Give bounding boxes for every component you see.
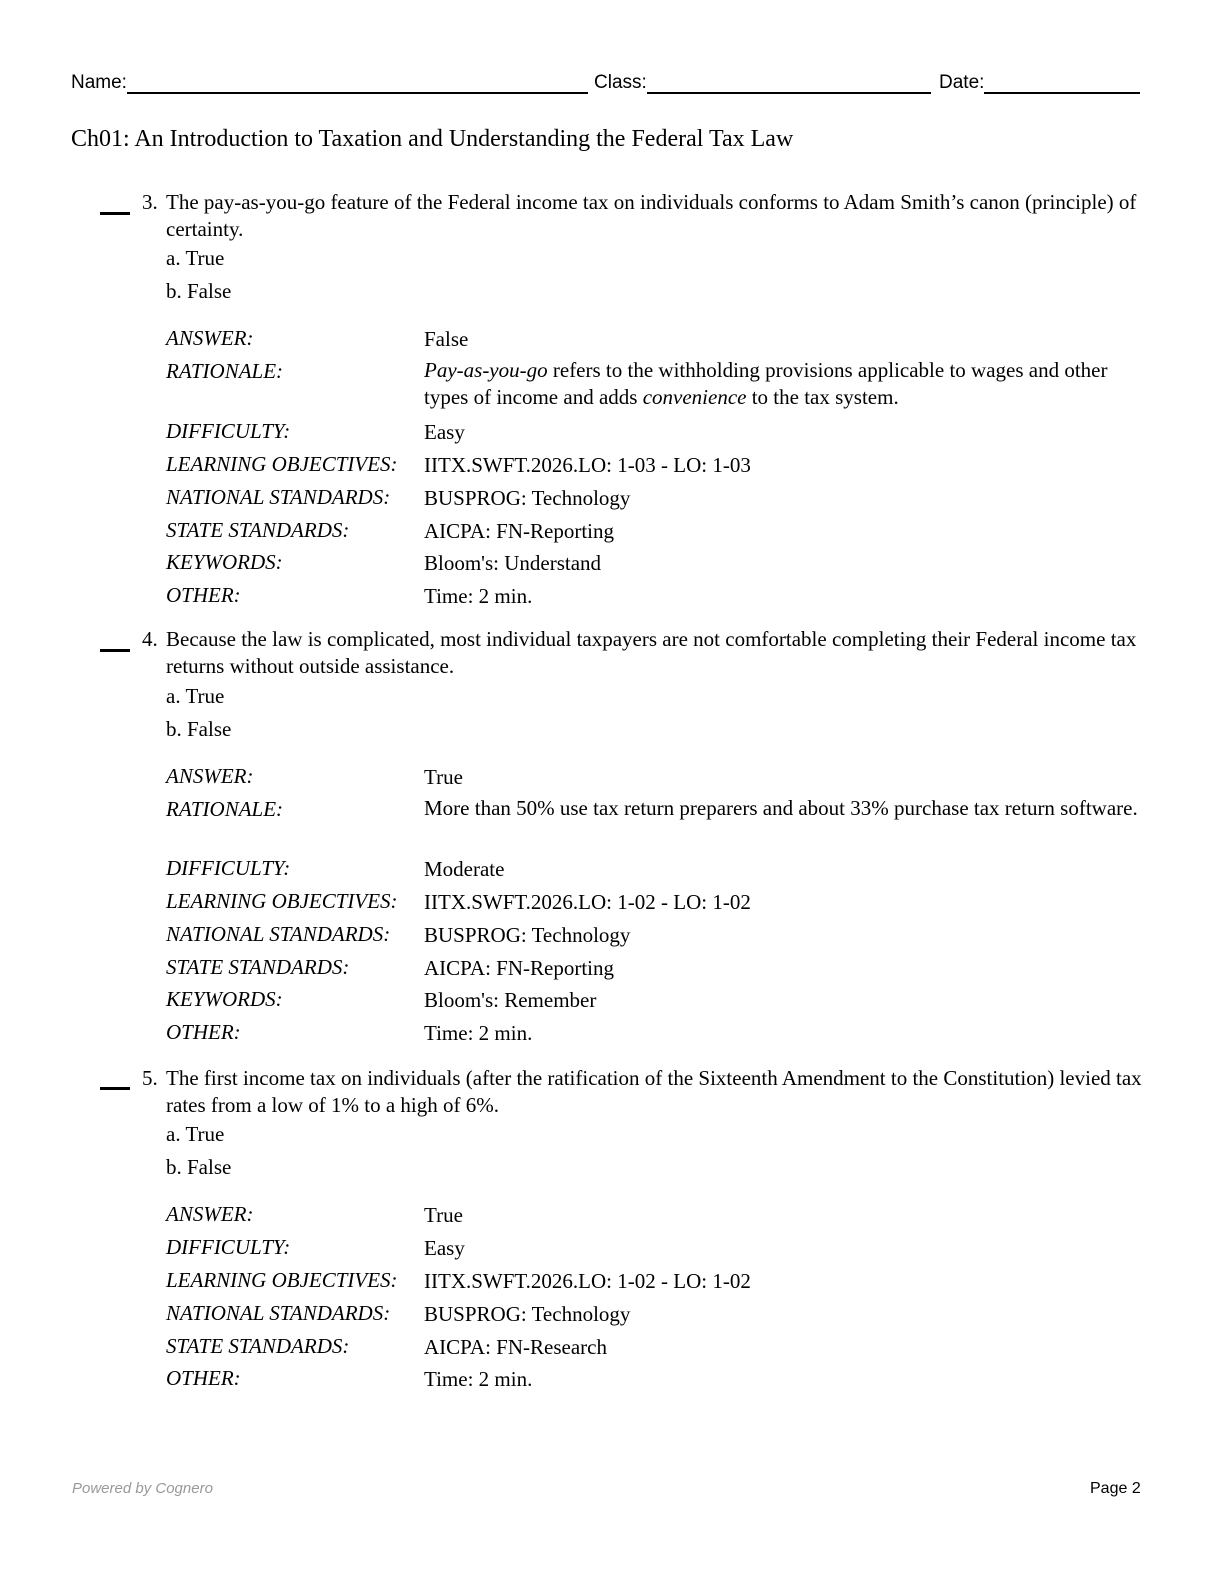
state-standards-value: AICPA: FN-Research [424, 1335, 607, 1359]
question-text: Because the law is complicated, most individual taxpayers are not comfortable completing their Federal income tax returns without outside assistance. [166, 627, 1137, 678]
learning-objectives-value: IITX.SWFT.2026.LO: 1-03 - LO: 1-03 [424, 453, 751, 477]
other-label: OTHER: [166, 583, 241, 607]
question-text: The pay-as-you-go feature of the Federal income tax on individuals conforms to Adam Smith’s canon (principle) of certainty. [166, 190, 1137, 241]
rationale-label: RATIONALE: [166, 797, 284, 821]
keywords-label: KEYWORDS: [166, 987, 283, 1011]
other-value: Time: 2 min. [424, 1367, 533, 1391]
learning-objectives-value: IITX.SWFT.2026.LO: 1-02 - LO: 1-02 [424, 890, 751, 914]
state-standards-label: STATE STANDARDS: [166, 1334, 350, 1358]
learning-objectives-label: LEARNING OBJECTIVES: [166, 452, 398, 476]
learning-objectives-label: LEARNING OBJECTIVES: [166, 889, 398, 913]
other-label: OTHER: [166, 1020, 241, 1044]
answer-value: False [424, 327, 469, 351]
question-text: The first income tax on individuals (after the ratification of the Sixteenth Amendment to the Constitution) levied tax rates from a low of 1% to a high of 6%. [166, 1066, 1142, 1117]
answer-blank [100, 212, 130, 215]
difficulty-value: Moderate [424, 857, 505, 881]
class-field [594, 72, 931, 94]
difficulty-value: Easy [424, 1236, 465, 1260]
powered-by-footer: Powered by Cognero [72, 1480, 213, 1497]
learning-objectives-value: IITX.SWFT.2026.LO: 1-02 - LO: 1-02 [424, 1269, 751, 1293]
difficulty-label: DIFFICULTY: [166, 1235, 291, 1259]
option-b: b. False [166, 717, 232, 741]
other-label: OTHER: [166, 1366, 241, 1390]
other-value: Time: 2 min. [424, 584, 533, 608]
answer-blank [100, 1087, 130, 1090]
class-label: Class: [594, 72, 647, 93]
difficulty-label: DIFFICULTY: [166, 419, 291, 443]
national-standards-value: BUSPROG: Technology [424, 486, 631, 510]
other-value: Time: 2 min. [424, 1021, 533, 1045]
keywords-value: Bloom's: Understand [424, 551, 602, 575]
chapter-title: Ch01: An Introduction to Taxation and Understanding the Federal Tax Law [71, 126, 794, 152]
option-a: a. True [166, 684, 225, 708]
class-blank-line [647, 72, 931, 94]
learning-objectives-label: LEARNING OBJECTIVES: [166, 1268, 398, 1292]
difficulty-value: Easy [424, 420, 465, 444]
answer-label: ANSWER: [166, 326, 254, 350]
option-a: a. True [166, 1122, 225, 1146]
rationale-value: More than 50% use tax return preparers and about 33% purchase tax return software. [424, 796, 1138, 820]
date-field [939, 72, 1140, 94]
state-standards-label: STATE STANDARDS: [166, 518, 350, 542]
rationale-emphasis: convenience [642, 385, 747, 409]
question-number: 3. [142, 190, 158, 214]
keywords-value: Bloom's: Remember [424, 988, 597, 1012]
rationale-emphasis: Pay-as-you-go [424, 358, 548, 382]
answer-label: ANSWER: [166, 1202, 254, 1226]
date-label: Date: [939, 72, 985, 93]
name-label: Name: [71, 72, 127, 93]
option-b: b. False [166, 1155, 232, 1179]
state-standards-value: AICPA: FN-Reporting [424, 956, 614, 980]
answer-label: ANSWER: [166, 764, 254, 788]
rationale-value: Pay-as-you-go refers to the withholding provisions applicable to wages and other types of income and adds convenience to the tax system. [424, 358, 1108, 409]
name-field [71, 72, 588, 94]
answer-blank [100, 649, 130, 652]
option-a: a. True [166, 246, 225, 270]
question-number: 4. [142, 627, 158, 651]
state-standards-value: AICPA: FN-Reporting [424, 519, 614, 543]
option-b: b. False [166, 279, 232, 303]
name-blank-line [127, 72, 588, 94]
national-standards-value: BUSPROG: Technology [424, 1302, 631, 1326]
page-number: Page 2 [1090, 1480, 1141, 1497]
difficulty-label: DIFFICULTY: [166, 856, 291, 880]
national-standards-label: NATIONAL STANDARDS: [166, 485, 391, 509]
national-standards-value: BUSPROG: Technology [424, 923, 631, 947]
keywords-label: KEYWORDS: [166, 550, 283, 574]
date-blank-line [984, 72, 1140, 94]
answer-value: True [424, 1203, 463, 1227]
national-standards-label: NATIONAL STANDARDS: [166, 1301, 391, 1325]
answer-value: True [424, 765, 463, 789]
state-standards-label: STATE STANDARDS: [166, 955, 350, 979]
question-number: 5. [142, 1066, 158, 1090]
worksheet-header [71, 72, 1141, 98]
rationale-label: RATIONALE: [166, 359, 284, 383]
national-standards-label: NATIONAL STANDARDS: [166, 922, 391, 946]
